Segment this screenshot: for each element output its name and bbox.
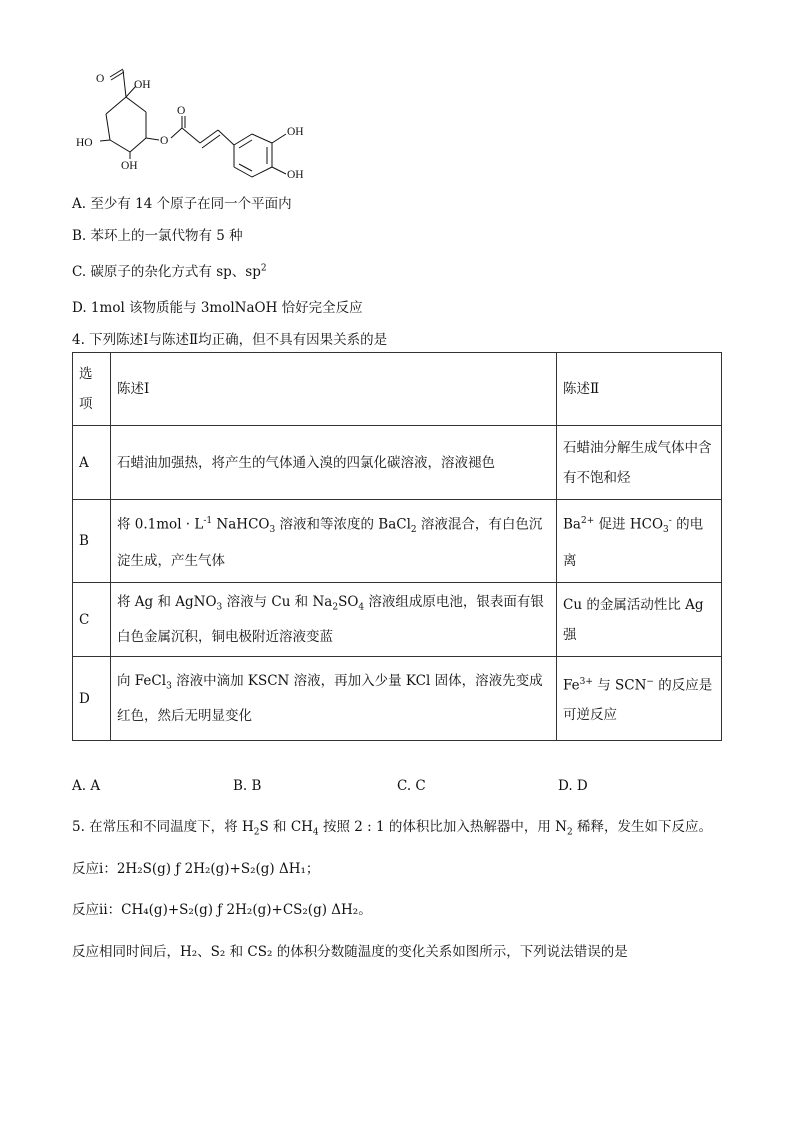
row-b-s1-sub: 3 [269, 525, 276, 536]
oh-ring2-label: OH [287, 169, 304, 181]
answer-a: A. A [72, 778, 101, 794]
q5-p2: S 和 CH [259, 819, 313, 835]
answer-b: B. B [233, 778, 262, 794]
option-b: B. 苯环上的一氯代物有 5 种 [72, 228, 243, 244]
row-d-s2-p3: 的反应是可逆反应 [563, 677, 713, 724]
row-b-option: B [73, 500, 111, 583]
row-c-s1-sub3: 4 [358, 602, 365, 613]
row-c-s1-sub: 3 [216, 602, 223, 613]
header-statement2: 陈述Ⅱ [557, 353, 722, 426]
table-row [73, 426, 722, 500]
row-b-s2-sup2: - [668, 516, 672, 527]
row-b-s1 [111, 500, 557, 583]
molecule-structure [66, 64, 326, 194]
row-d-s1-sub: 3 [166, 681, 172, 692]
row-c-s1-p3: SO [338, 593, 359, 610]
ho-left-label: HO [76, 137, 93, 149]
table-header-row [73, 353, 722, 426]
row-d-s1 [111, 657, 557, 741]
row-b-s2-p1: Ba [563, 516, 581, 533]
ester-carbonyl-o-label: O [177, 105, 186, 117]
answer-d: D. D [558, 778, 588, 794]
q5-p4: 稀释，发生如下反应。 [572, 819, 712, 835]
row-c-option: C [73, 583, 111, 657]
oh-ring1-label: OH [287, 126, 304, 138]
row-d-s1-p2: 溶液中滴加 KSCN 溶液，再加入少量 KCl 固体，溶液先变成红色，然后无明显变化 [117, 672, 543, 725]
reaction-1 [72, 857, 319, 877]
q5-p2-sub: 4 [312, 827, 319, 838]
row-b-s1-p1: 将 0.1mol · L [117, 516, 204, 533]
table-row [73, 583, 722, 657]
row-b-s2-p2: 促进 HCO [594, 516, 664, 533]
carbonyl-o-label: O [96, 73, 105, 85]
reaction-2-label: 反应ⅱ： [72, 902, 122, 918]
row-a-s1: 石蜡油加强热，将产生的气体通入溴的四氯化碳溶液，溶液褪色 [111, 426, 557, 500]
option-a: A. 至少有 14 个原子在同一个平面内 [72, 196, 292, 212]
row-d-s2-p2: 与 SCN [592, 677, 647, 694]
oh-top-label: OH [134, 79, 151, 91]
row-c-s1 [111, 583, 557, 657]
table-row [73, 657, 722, 741]
reaction-1-equation: 2H₂S(g) ƒ 2H₂(g)+S₂(g) ΔH₁； [116, 861, 320, 877]
q5-p1-sub: 2 [253, 827, 260, 838]
option-c-sup: 2 [260, 263, 267, 274]
header-option-a: 选 [79, 366, 93, 382]
row-d-s2-p1: Fe [563, 677, 580, 694]
q5-stem [72, 815, 712, 838]
table-row [73, 500, 722, 583]
row-b-s2-sup: 2+ [580, 516, 595, 527]
row-c-s1-sub2: 2 [332, 602, 339, 613]
row-b-s1-p4: 溶液混合，有白色沉淀生成，产生气体 [117, 516, 543, 569]
row-d-s2-sup2: − [646, 676, 654, 687]
row-c-s1-p2: 溶液与 Cu 和 Na [222, 593, 333, 610]
header-option [73, 353, 111, 426]
option-c [72, 260, 267, 280]
oh-bottom-label: OH [121, 160, 138, 172]
row-b-s1-sub2: 2 [410, 525, 417, 536]
q4-answers [72, 778, 722, 798]
row-b-s1-p3: 溶液和等浓度的 BaCl [275, 516, 411, 533]
q5-p1: 5. 在常压和不同温度下，将 H [72, 819, 254, 835]
option-c-text: C. 碳原子的杂化方式有 sp、sp [72, 264, 261, 280]
q4-table [72, 352, 722, 741]
row-b-s1-sup: -1 [203, 516, 213, 527]
header-option-b: 项 [79, 396, 93, 412]
q5-p3-sub: 2 [566, 827, 573, 838]
row-a-s2: 石蜡油分解生成气体中含有不饱和烃 [557, 426, 722, 500]
row-c-s2: Cu 的金属活动性比 Ag 强 [557, 583, 722, 657]
q4-stem: 4. 下列陈述Ⅰ与陈述Ⅱ均正确，但不具有因果关系的是 [72, 332, 388, 348]
header-statement1: 陈述Ⅰ [111, 353, 557, 426]
row-b-s2-sub: 3 [663, 525, 669, 536]
option-d: D. 1mol 该物质能与 3molNaOH 恰好完全反应 [72, 300, 363, 316]
row-d-option: D [73, 657, 111, 741]
row-a-option: A [73, 426, 111, 500]
q5-last-line: 反应相同时间后，H₂、S₂ 和 CS₂ 的体积分数随温度的变化关系如图所示，下列说法错误的是 [72, 944, 628, 960]
row-d-s2-sup: 3+ [579, 676, 593, 687]
row-b-s2-p3: 的电离 [563, 516, 704, 569]
reaction-2-equation: CH₄(g)+S₂(g) ƒ 2H₂(g)+CS₂(g) ΔH₂。 [121, 902, 372, 918]
reaction-2 [72, 898, 372, 918]
row-c-s1-p1: 将 Ag 和 AgNO [117, 593, 217, 610]
row-c-s1-p4: 溶液组成原电池，银表面有银白色金属沉积，铜电极附近溶液变蓝 [117, 593, 544, 646]
row-d-s1-p1: 向 FeCl [117, 672, 167, 689]
row-b-s1-p2: NaHCO [212, 516, 270, 533]
reaction-1-label: 反应ⅰ： [72, 861, 117, 877]
answer-c: C. C [397, 778, 426, 794]
ester-o-label: O [160, 135, 169, 147]
row-b-s2 [557, 500, 722, 583]
row-d-s2 [557, 657, 722, 741]
q5-p3: 按照 2 : 1 的体积比加入热解器中，用 N [318, 819, 567, 835]
